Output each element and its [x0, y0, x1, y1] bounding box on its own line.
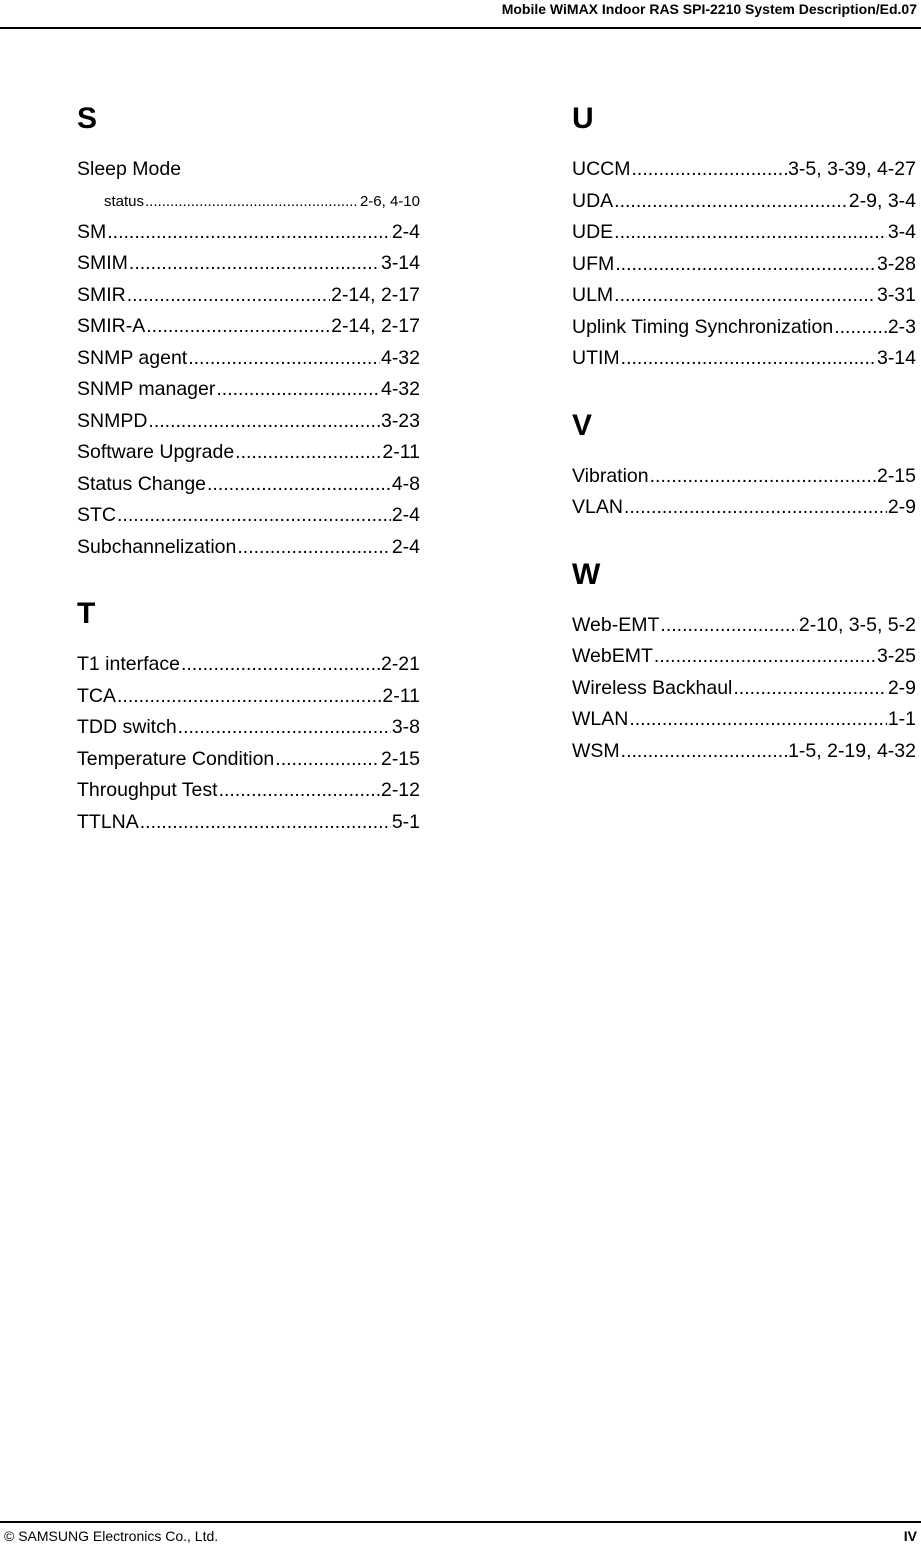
leader-dots [235, 437, 381, 469]
page-footer [0, 1521, 921, 1553]
index-entry [77, 775, 420, 807]
index-term: Wireless Backhaul [572, 676, 733, 699]
index-entry [572, 704, 916, 736]
page-reference: 3-14 [380, 252, 420, 274]
section-letter-t: T [77, 597, 96, 630]
leader-dots [145, 186, 359, 218]
index-entry [77, 469, 420, 501]
leader-dots [621, 343, 876, 375]
index-entry [572, 217, 916, 249]
leader-dots [614, 217, 887, 249]
index-term: TCA [77, 684, 116, 707]
leader-dots [275, 744, 380, 776]
index-term: Subchannelization [77, 535, 237, 558]
index-entry [572, 312, 916, 344]
index-entry [77, 217, 420, 249]
index-entry [572, 610, 916, 642]
page-reference: 2-15 [380, 747, 420, 770]
section-letter-s: S [77, 102, 98, 135]
page-reference: 2-9 [887, 496, 916, 518]
index-entry [572, 249, 916, 281]
index-entry [572, 280, 916, 312]
page-reference: 4-8 [391, 472, 420, 495]
page-reference: 3-4 [887, 221, 916, 243]
leader-dots [216, 374, 380, 406]
page-header [0, 0, 921, 29]
index-entry [77, 681, 420, 713]
page-reference: 3-31 [876, 284, 916, 306]
leader-dots [629, 704, 886, 736]
index-term: status [104, 192, 145, 210]
index-column-left [77, 96, 420, 838]
section-letter-w: W [572, 557, 601, 591]
index-term: Throughput Test [77, 779, 218, 801]
leader-dots [660, 610, 798, 642]
page-reference: 2-3 [887, 315, 916, 338]
page-reference: 2-11 [382, 684, 420, 707]
index-entry [77, 343, 420, 375]
page-reference: 2-14, 2-17 [331, 315, 420, 337]
leader-dots [621, 736, 787, 768]
index-term: Software Upgrade [77, 441, 235, 463]
index-subentry [77, 186, 420, 217]
page-reference: 2-14, 2-17 [331, 283, 420, 306]
index-term: SM [77, 220, 107, 243]
leader-dots [733, 673, 886, 705]
leader-dots [207, 469, 391, 501]
index-term: TDD switch [77, 716, 177, 738]
index-term: Status Change [77, 472, 207, 495]
index-term: UDA [572, 189, 614, 212]
index-entry [77, 712, 420, 744]
page-reference: 3-8 [391, 716, 420, 738]
section-letter-v: V [572, 408, 593, 442]
page-reference: 3-23 [380, 409, 420, 432]
index-entry [572, 154, 916, 186]
index-term: Web-EMT [572, 613, 660, 636]
index-term: T1 interface [77, 653, 180, 675]
index-term: VLAN [572, 496, 623, 518]
leader-dots [140, 807, 391, 839]
page-reference: 2-12 [380, 779, 420, 801]
leader-dots [632, 154, 788, 186]
index-term: Temperature Condition [77, 747, 275, 770]
index-term: Vibration [572, 464, 649, 487]
page-reference: 2-15 [876, 464, 916, 487]
index-term: SMIR [77, 283, 126, 306]
index-term: SNMPD [77, 409, 148, 432]
section-gap [77, 563, 420, 591]
page-reference: 1-5, 2-19, 4-32 [788, 739, 916, 762]
index-term: SNMP manager [77, 378, 216, 400]
index-entry [572, 641, 916, 673]
copyright-notice: © SAMSUNG Electronics Co., Ltd. [4, 1528, 219, 1544]
page-reference: 2-4 [391, 220, 420, 243]
page-reference: 2-21 [380, 653, 420, 675]
index-term: SMIM [77, 252, 128, 274]
page-reference: 5-1 [391, 810, 420, 833]
index-entry [77, 500, 420, 532]
index-term: SMIR-A [77, 315, 146, 337]
index-entry [77, 248, 420, 280]
page-reference: 2-9, 3-4 [848, 189, 916, 212]
index-entry [77, 154, 420, 186]
index-term: Sleep Mode [77, 158, 182, 180]
index-term: ULM [572, 284, 614, 306]
leader-dots [614, 186, 848, 218]
leader-dots [237, 532, 390, 564]
leader-dots [117, 500, 391, 532]
page-reference: 2-9 [887, 676, 916, 699]
index-term: UDE [572, 221, 614, 243]
index-term: UFM [572, 252, 615, 275]
index-entry [77, 374, 420, 406]
index-term: TTLNA [77, 810, 139, 833]
index-entry [77, 532, 420, 564]
leader-dots [117, 681, 381, 713]
leader-dots [614, 280, 876, 312]
leader-dots [650, 461, 876, 493]
index-entry [77, 437, 420, 469]
page-reference: 3-5, 3-39, 4-27 [788, 158, 916, 180]
index-entry [77, 807, 420, 839]
leader-dots [654, 641, 876, 673]
leader-dots [188, 343, 380, 375]
leader-dots [615, 249, 876, 281]
page-reference: 2-6, 4-10 [359, 192, 420, 210]
index-term: WebEMT [572, 645, 653, 667]
index-term: WSM [572, 739, 620, 762]
leader-dots [148, 406, 380, 438]
section-letter-u: U [572, 102, 594, 135]
leader-dots [181, 649, 380, 681]
page-reference: 4-32 [380, 378, 420, 400]
leader-dots [127, 280, 330, 312]
index-entry [572, 492, 916, 524]
index-entry [572, 343, 916, 375]
page-number: IV [903, 1528, 917, 1544]
index-entry [572, 461, 916, 493]
index-term: SNMP agent [77, 346, 188, 369]
leader-dots [178, 712, 391, 744]
page-reference: 3-28 [876, 252, 916, 275]
page-reference: 2-10, 3-5, 5-2 [798, 613, 916, 636]
section-gap [572, 375, 916, 403]
index-entry [572, 673, 916, 705]
section-gap [572, 524, 916, 552]
page-reference: 3-14 [876, 347, 916, 369]
leader-dots [129, 248, 380, 280]
leader-dots [624, 492, 887, 524]
index-column-right [572, 96, 916, 767]
document-title: Mobile WiMAX Indoor RAS SPI-2210 System Description/Ed.07 [501, 1, 917, 17]
index-term: Uplink Timing Synchronization [572, 315, 834, 338]
leader-dots [834, 312, 887, 344]
page-reference: 2-11 [382, 441, 420, 463]
index-entry [572, 186, 916, 218]
page-reference: 2-4 [391, 504, 420, 526]
page-reference: 1-1 [887, 708, 916, 730]
leader-dots [219, 775, 380, 807]
page-reference: 4-32 [380, 346, 420, 369]
index-entry [77, 744, 420, 776]
index-entry [77, 311, 420, 343]
index-entry [77, 280, 420, 312]
page-reference: 3-25 [876, 645, 916, 667]
index-term: UCCM [572, 158, 631, 180]
index-term: STC [77, 504, 116, 526]
leader-dots [146, 311, 330, 343]
index-term: WLAN [572, 708, 629, 730]
index-entry [77, 406, 420, 438]
leader-dots [107, 217, 391, 249]
page-reference: 2-4 [391, 535, 420, 558]
index-term: UTIM [572, 347, 620, 369]
index-entry [572, 736, 916, 768]
index-entry [77, 649, 420, 681]
